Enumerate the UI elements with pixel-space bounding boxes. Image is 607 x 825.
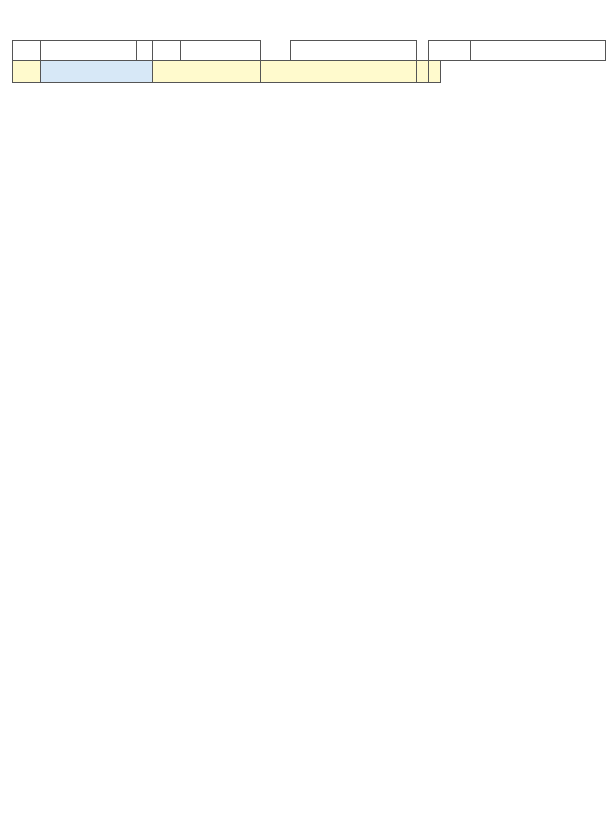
- charge-label: [429, 41, 471, 61]
- meta-row: [13, 41, 606, 61]
- team-header: [153, 61, 261, 83]
- document-header: [0, 9, 607, 29]
- standings-header: [13, 61, 606, 83]
- venue-label: [153, 41, 181, 61]
- charge-value: [471, 41, 606, 61]
- team-header: [429, 61, 441, 83]
- standings-table: [12, 40, 606, 83]
- manager-field: [291, 41, 417, 61]
- block-name: [41, 61, 153, 83]
- match-date: [41, 41, 137, 61]
- team-header: [417, 61, 429, 83]
- no-header: [13, 61, 41, 83]
- match-day: [137, 41, 153, 61]
- team-header: [261, 61, 417, 83]
- venue-value: [181, 41, 261, 61]
